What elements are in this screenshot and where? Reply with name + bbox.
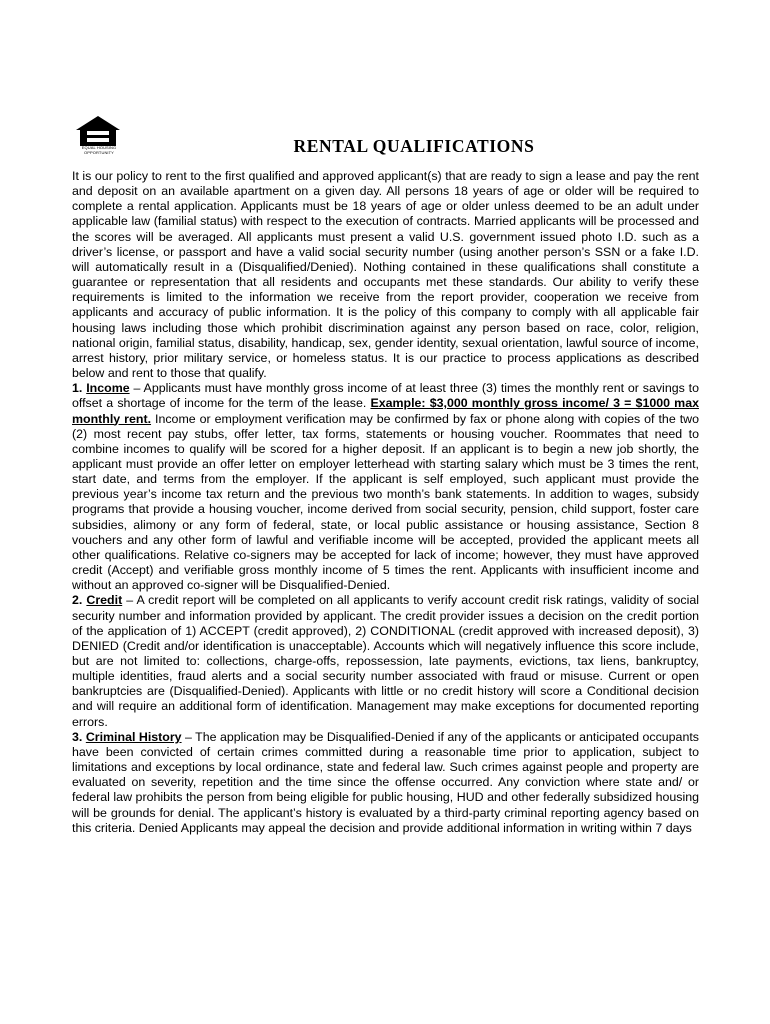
section-text: – A credit report will be completed on all applicants to verify account credit risk ratings, validity of social security number and information provided by applicant. The credit provider issues a decision on the credit portion of the application of 1) ACCEPT (credit approved), 2) CONDITIONAL (credit approved with increased deposit), 3) DENIED (Credit and/or identification is unacceptable). Accounts which will negatively influence this score include, but are not limited to: collections, charge-offs, repossession, late payments, evictions, tax liens, bankruptcy, multiple identities, fraud alerts and a social security number associated with fraud or misuse. Current or open bankruptcies are (Disqualified-Denied). Applicants with little or no credit history will score a Conditional decision and will require an additional form of identification. Management may make exceptions for documented reporting errors.: [72, 593, 699, 729]
intro-paragraph: It is our policy to rent to the first qualified and approved applicant(s) that are ready to sign a lease and pay the rent and deposit on an available apartment on a given day. All persons 18 years of age or older will be required to complete a rental application. Applicants must be 18 years of age or older unless deemed to be an adult under applicable law (familial status) with respect to the execution of contracts. Married applicants will be processed and the scores will be averaged. All applicants must present a valid U.S. government issued photo I.D. such as a driver’s license, or passport and have a valid social security number (using another person’s SSN or a fake I.D. will automatically result in a (Disqualified/Denied). Nothing contained in these qualifications shall constitute a guarantee or representation that all residents and occupants met these standards. Our ability to verify these requirements is limited to the information we receive from the report provider, cooperation we receive from applicants and accuracy of public information. It is the policy of this company to comply with all applicable fair housing laws including those which prohibit discrimination against any person based on race, color, religion, national origin, familial status, disability, handicap, sex, gender identity, sexual orientation, lawful source of income, arrest history, prior military service, or homeless status. It is our practice to process applications as described below and rent to those that qualify.: [72, 169, 699, 381]
section-number: 2.: [72, 593, 83, 608]
logo-caption-line1: EQUAL HOUSING: [81, 145, 117, 150]
section-income: [72, 381, 699, 593]
document-body: [72, 169, 699, 836]
section-text: – The application may be Disqualified-Denied if any of the applicants or anticipated occupants have been convicted of certain crimes committed during a reasonable time prior to application, subject to limitations and exceptions by local ordinance, state and federal law. Such crimes against people and property are evaluated on severity, repetition and the time since the offense occurred. Any conviction where state and/ or federal law prohibits the person from being eligible for public housing, HUD and other federally subsidized housing will be grounds for denial. The applicant’s history is evaluated by a third-party criminal reporting agency based on this criteria. Denied Applicants may appeal the decision and provide additional information in writing within 7 days: [72, 729, 699, 835]
section-number: 3.: [72, 729, 83, 744]
logo-caption-line2: OPPORTUNITY: [84, 149, 114, 155]
section-heading: Credit: [86, 593, 123, 608]
section-criminal-history: [72, 730, 699, 836]
income-example: Example: $3,000 monthly gross income/ 3 = $1000 max monthly rent.: [72, 396, 699, 426]
section-heading: Income: [86, 381, 130, 396]
section-number: 1.: [72, 381, 83, 396]
section-text: – Applicants must have monthly gross income of at least three (3) times the monthly rent or savings to offset a shortage of income for the term of the lease.: [72, 381, 699, 411]
page-title: RENTAL QUALIFICATIONS: [293, 136, 535, 156]
section-heading: Criminal History: [85, 729, 182, 744]
section-text: Income or employment verification may be confirmed by fax or phone along with copies of the two (2) most recent pay stubs, offer letter, tax forms, statements or housing voucher. Roommates that need to combine incomes to qualify will be scored for a higher deposit. If an applicant is to begin a new job shortly, the applicant must provide an offer letter on employer letterhead with starting salary which must be 3 times the rent, start date, and terms from the employer. If the applicant is self employed, such applicant must provide the previous year’s income tax return and the previous two month’s bank statements. In addition to wages, subsidy programs that provide a housing voucher, income derived from social security, pension, child support, foster care subsidies, alimony or any form of federal, state, or local public assistance or housing assistance, Section 8 vouchers and any other form of lawful and verifiable income will be accepted, provided the applicant meets all other qualifications. Relative co-signers may be accepted for lack of income; however, they must have approved credit (Accept) and verifiable gross monthly income of 5 times the rent. Applicants with insufficient income and without an approved co-signer will be Disqualified-Denied.: [72, 411, 699, 593]
section-credit: [72, 593, 699, 729]
